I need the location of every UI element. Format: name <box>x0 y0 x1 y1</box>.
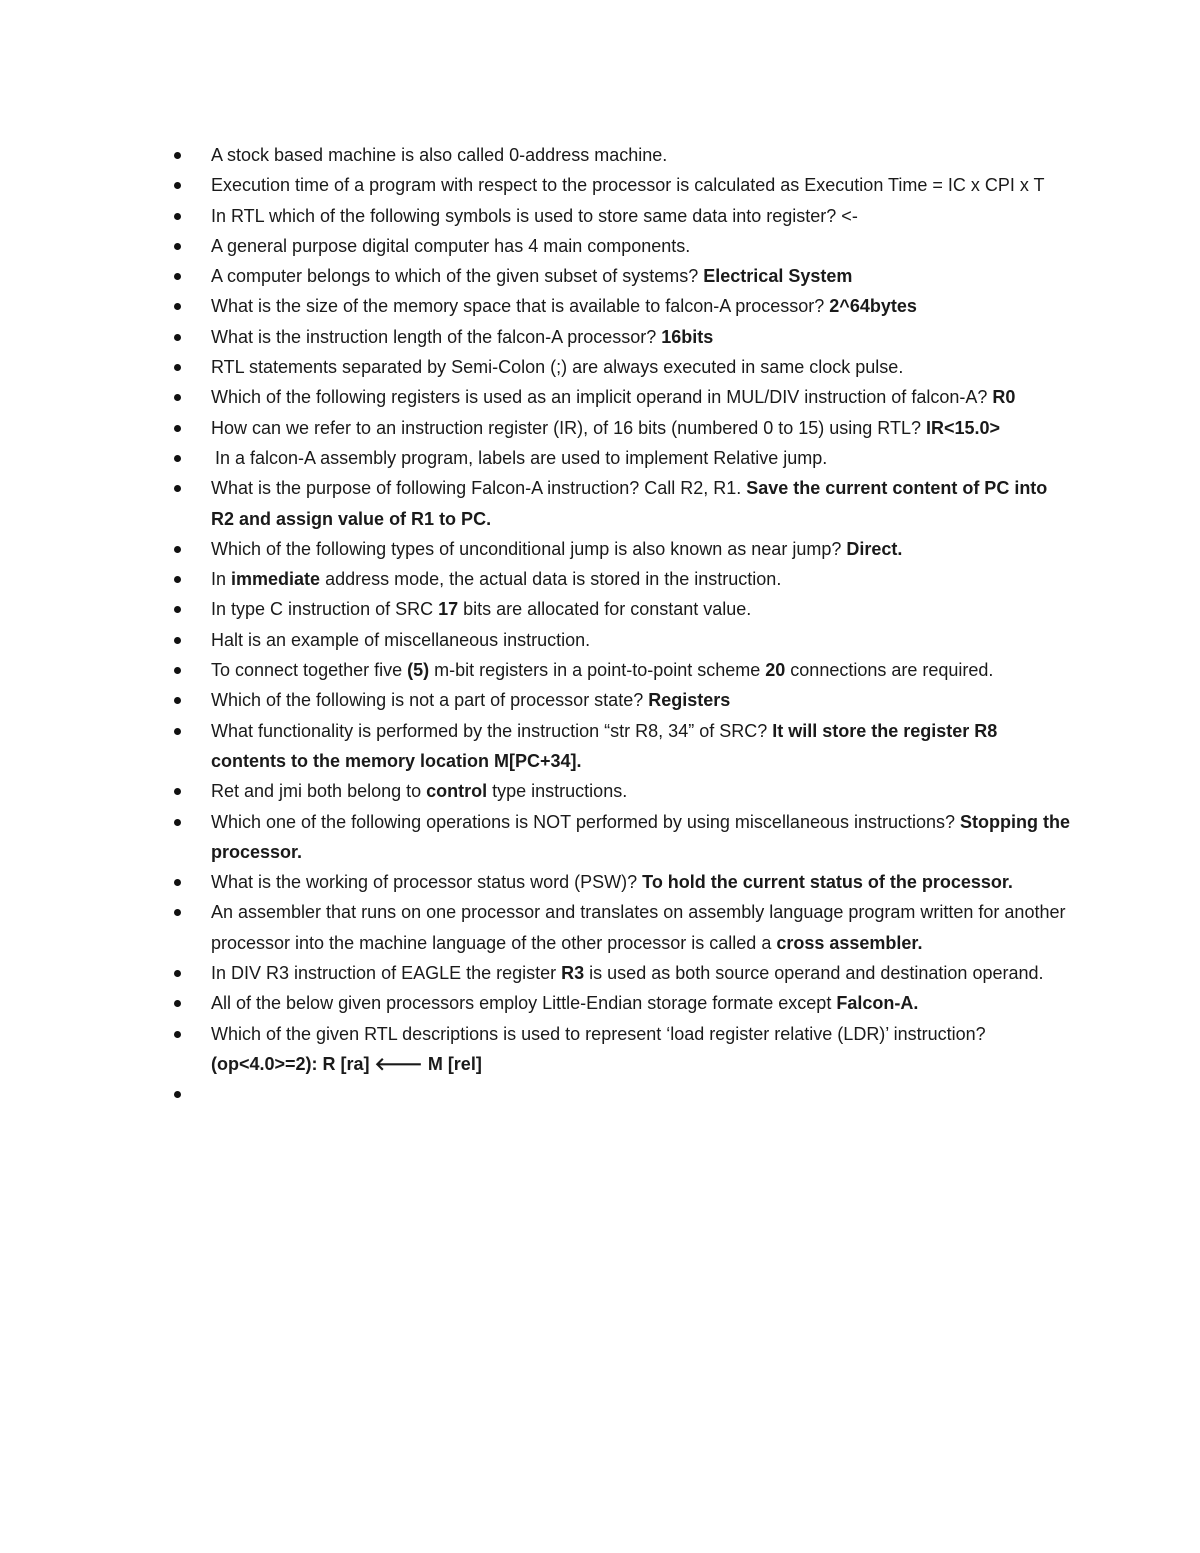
item-text: In RTL which of the following symbols is used to store same data into register? <- <box>211 205 858 226</box>
item-answer: Stopping the processor. <box>211 811 1071 862</box>
item-text: Execution time of a program with respect to the processor is calculated as Execution Time = IC x CPI x T <box>211 175 1045 196</box>
item-text: bits are allocated for constant value. <box>458 599 752 620</box>
item-keyword: 17 <box>438 599 459 620</box>
item-answer: R0 <box>992 387 1016 408</box>
list-item <box>172 897 1072 958</box>
item-answer: Direct. <box>846 538 903 559</box>
bullet-icon <box>174 485 181 492</box>
list-item <box>172 776 1072 806</box>
bullet-icon <box>174 728 181 735</box>
list-item <box>172 1019 1072 1080</box>
bullet-icon <box>174 394 181 401</box>
item-text: address mode, the actual data is stored in the instruction. <box>320 569 782 590</box>
bullet-icon <box>174 425 181 432</box>
notes-list <box>172 140 1072 1110</box>
bullet-icon <box>174 606 181 613</box>
item-text: What is the instruction length of the falcon-A processor? <box>211 326 662 347</box>
item-text: What is the size of the memory space that is available to falcon-A processor? <box>211 296 830 317</box>
list-item <box>172 443 1072 473</box>
list-item <box>172 625 1072 655</box>
bullet-icon <box>174 1000 181 1007</box>
bullet-icon <box>174 455 181 462</box>
bullet-icon <box>174 637 181 644</box>
item-text: connections are required. <box>785 660 994 681</box>
bullet-icon <box>174 576 181 583</box>
item-text: What functionality is performed by the instruction “str R8, 34” of SRC? <box>211 720 773 741</box>
bullet-icon <box>174 970 181 977</box>
list-item <box>172 352 1072 382</box>
list-item <box>172 140 1072 170</box>
item-text: How can we refer to an instruction register (IR), of 16 bits (numbered 0 to 15) using RTL? <box>211 417 926 438</box>
item-text: Which one of the following operations is NOT performed by using miscellaneous instructions? <box>211 811 961 832</box>
list-item <box>172 170 1072 200</box>
bullet-icon <box>174 273 181 280</box>
item-keyword: immediate <box>231 569 321 590</box>
item-text: Which of the following is not a part of processor state? <box>211 690 649 711</box>
item-answer: Save the current content of PC into R2 and assign value of R1 to PC. <box>211 478 1048 529</box>
bullet-icon <box>174 1031 181 1038</box>
bullet-icon <box>174 334 181 341</box>
item-answer: (op<4.0>=2): R [ra] 🡐 M [rel] <box>211 1053 482 1074</box>
item-keyword: (5) <box>407 660 430 681</box>
item-text: All of the below given processors employ Little-Endian storage formate except <box>211 993 837 1014</box>
list-item <box>172 807 1072 868</box>
bullet-icon <box>174 788 181 795</box>
list-item <box>172 594 1072 624</box>
bullet-icon <box>174 303 181 310</box>
item-answer: IR<15.0> <box>926 417 1001 438</box>
item-text: type instructions. <box>487 781 628 802</box>
item-text-pre: In <box>211 569 232 590</box>
item-keyword: 20 <box>765 660 786 681</box>
bullet-icon <box>174 909 181 916</box>
item-keyword: control <box>426 781 488 802</box>
item-answer: Electrical System <box>703 266 853 287</box>
bullet-icon <box>174 667 181 674</box>
list-item <box>172 988 1072 1018</box>
list-item <box>172 382 1072 412</box>
bullet-icon <box>174 152 181 159</box>
item-text-mid: m-bit registers in a point-to-point scheme <box>429 660 766 681</box>
item-text: A stock based machine is also called 0-address machine. <box>211 145 668 165</box>
item-text: A general purpose digital computer has 4 main components. <box>211 235 691 256</box>
bullet-icon <box>174 1091 181 1098</box>
bullet-icon <box>174 879 181 886</box>
bullet-icon <box>174 182 181 189</box>
list-item <box>172 564 1072 594</box>
bullet-icon <box>174 819 181 826</box>
item-text: Which of the following registers is used as an implicit operand in MUL/DIV instruction of falcon-A? <box>211 387 993 408</box>
list-item <box>172 231 1072 261</box>
list-item-empty <box>172 1079 1072 1109</box>
list-item <box>172 322 1072 352</box>
item-text: In a falcon-A assembly program, labels are used to implement Relative jump. <box>215 447 828 468</box>
list-item <box>172 291 1072 321</box>
bullet-icon <box>174 546 181 553</box>
item-text: Which of the given RTL descriptions is used to represent ‘load register relative (LDR)’ instruction? <box>211 1023 986 1044</box>
item-keyword: R3 <box>561 963 585 984</box>
item-text: What is the working of processor status word (PSW)? <box>211 872 643 893</box>
list-item <box>172 261 1072 291</box>
item-text: A computer belongs to which of the given subset of systems? <box>211 266 704 287</box>
item-answer: 16bits <box>661 326 714 347</box>
list-item <box>172 958 1072 988</box>
item-answer: 2^64bytes <box>829 296 917 317</box>
list-item <box>172 716 1072 777</box>
item-text-pre: In DIV R3 instruction of EAGLE the register <box>211 963 562 984</box>
list-item <box>172 867 1072 897</box>
item-text-pre: Ret and jmi both belong to <box>211 781 427 802</box>
item-answer: cross assembler. <box>776 932 923 953</box>
item-answer: It will store the register R8 contents to the memory location M[PC+34]. <box>211 720 998 771</box>
list-item <box>172 413 1072 443</box>
bullet-icon <box>174 243 181 250</box>
item-answer: Falcon-A. <box>836 993 919 1014</box>
list-item <box>172 534 1072 564</box>
list-item <box>172 201 1072 231</box>
item-text: Halt is an example of miscellaneous instruction. <box>211 629 591 650</box>
item-text: An assembler that runs on one processor and translates on assembly language program written for another processor into the machine language of the other processor is called a <box>211 902 1066 953</box>
item-text: What is the purpose of following Falcon-A instruction? Call R2, R1. <box>211 478 747 499</box>
list-item <box>172 473 1072 534</box>
item-text-pre: In type C instruction of SRC <box>211 599 439 620</box>
item-text: Which of the following types of unconditional jump is also known as near jump? <box>211 538 847 559</box>
item-text: is used as both source operand and destination operand. <box>584 963 1044 984</box>
bullet-icon <box>174 213 181 220</box>
item-text-pre: To connect together five <box>211 660 408 681</box>
bullet-icon <box>174 364 181 371</box>
list-item <box>172 655 1072 685</box>
item-text: RTL statements separated by Semi-Colon (;) are always executed in same clock pulse. <box>211 357 904 378</box>
bullet-icon <box>174 697 181 704</box>
item-answer: Registers <box>648 690 731 711</box>
list-item <box>172 685 1072 715</box>
item-answer: To hold the current status of the processor. <box>642 872 1013 893</box>
